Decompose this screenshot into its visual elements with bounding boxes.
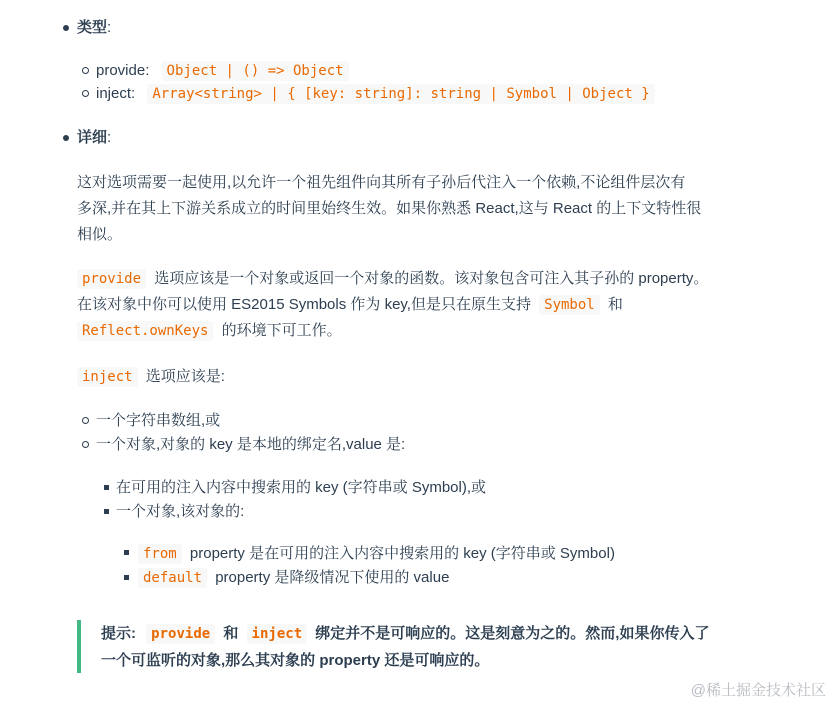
details-paragraph-line: 多深,并在其上下游关系成立的时间里始终生效。如果你熟悉 React,这与 React 的上下文特性很 xyxy=(77,200,702,217)
provide-label: provide: xyxy=(96,62,150,79)
tip-and: 和 xyxy=(223,625,239,642)
bullet-square xyxy=(124,550,129,555)
inject-code: inject xyxy=(77,367,138,387)
bullet-square xyxy=(104,485,109,490)
tip-provide-code: provide xyxy=(146,624,215,644)
colon: : xyxy=(107,19,112,36)
bullet-dot xyxy=(63,135,69,141)
tip-accent-bar xyxy=(77,620,81,673)
sub-sub-list-item xyxy=(138,543,615,565)
default-description: property 是降级情况下使用的 value xyxy=(215,569,450,586)
provide-paragraph-line xyxy=(77,294,623,316)
from-code: from xyxy=(138,544,182,564)
type-provide-item xyxy=(96,60,349,82)
list-item: 一个对象,对象的 key 是本地的绑定名,value 是: xyxy=(96,436,406,453)
details-heading-label: 详细 xyxy=(77,129,108,146)
watermark: @稀土掘金技术社区 xyxy=(690,682,826,699)
provide-type-code: Object | () => Object xyxy=(162,61,349,81)
and-text: 和 xyxy=(607,296,623,313)
type-heading xyxy=(77,17,111,39)
tip-line xyxy=(101,623,709,645)
sub-list-item: 一个对象,该对象的: xyxy=(116,503,245,520)
details-paragraph-line: 相似。 xyxy=(77,226,123,243)
bullet-square xyxy=(124,575,129,580)
symbols-text: 在该对象中你可以使用 ES2015 Symbols 作为 key,但是只在原生支持 xyxy=(77,296,531,313)
bullet-circle xyxy=(82,417,89,424)
tip-line: 一个可监听的对象,那么其对象的 property 还是可响应的。 xyxy=(101,652,490,669)
inject-type-code: Array<string> | { [key: string]: string | Symbol | Object } xyxy=(147,84,654,104)
default-code: default xyxy=(138,568,207,588)
details-paragraph-line: 这对选项需要一起使用,以允许一个祖先组件向其所有子孙后代注入一个依赖,不论组件层次有 xyxy=(77,174,686,191)
environment-text: 的环境下可工作。 xyxy=(221,322,342,339)
tip-text: 绑定并不是可响应的。这是刻意为之的。然而,如果你传入了 xyxy=(315,625,710,642)
sub-sub-list-item xyxy=(138,567,449,589)
inject-paragraph xyxy=(77,366,225,388)
colon: : xyxy=(107,129,112,146)
bullet-circle xyxy=(82,67,89,74)
provide-code: provide xyxy=(77,269,146,289)
details-heading xyxy=(77,127,111,149)
provide-paragraph-line xyxy=(77,320,342,342)
tip-label: 提示: xyxy=(101,625,136,642)
from-description: property 是在可用的注入内容中搜索用的 key (字符串或 Symbol) xyxy=(189,545,615,562)
bullet-dot xyxy=(63,25,69,31)
inject-label: inject: xyxy=(96,85,136,102)
reflect-ownkeys-code: Reflect.ownKeys xyxy=(77,321,213,341)
inject-description: 选项应该是: xyxy=(145,368,225,385)
bullet-square xyxy=(104,509,109,514)
sub-list-item: 在可用的注入内容中搜索用的 key (字符串或 Symbol),或 xyxy=(116,479,487,496)
provide-paragraph-line xyxy=(77,268,708,290)
bullet-circle xyxy=(82,90,89,97)
tip-inject-code: inject xyxy=(247,624,308,644)
type-inject-item xyxy=(96,83,655,105)
symbol-code: Symbol xyxy=(539,295,600,315)
list-item: 一个字符串数组,或 xyxy=(96,412,221,429)
type-heading-label: 类型 xyxy=(77,19,108,36)
provide-description: 选项应该是一个对象或返回一个对象的函数。该对象包含可注入其子孙的 property。 xyxy=(154,270,709,287)
bullet-circle xyxy=(82,441,89,448)
